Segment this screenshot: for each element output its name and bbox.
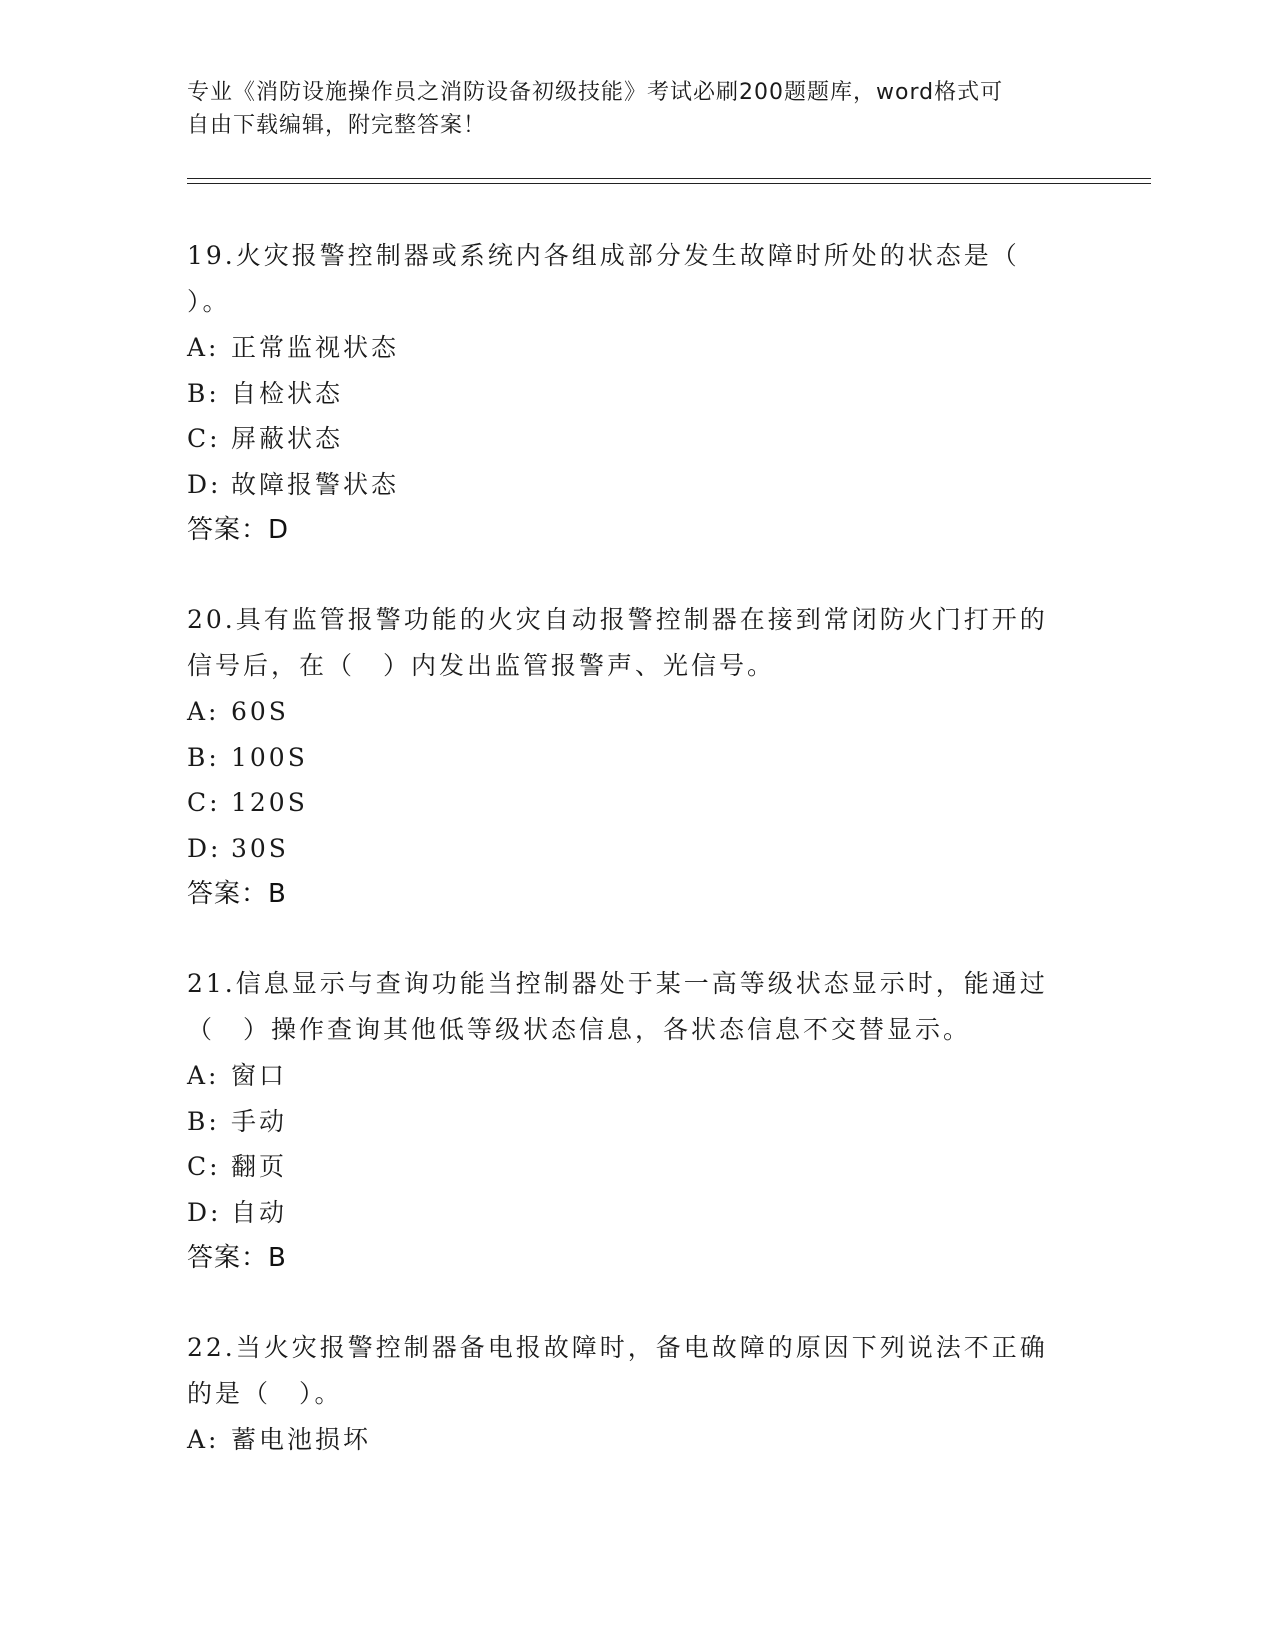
option-text: 自检状态	[231, 378, 344, 408]
option-b	[187, 735, 1087, 781]
header-line-2: 自由下载编辑，附完整答案！	[187, 113, 487, 138]
option-text: 正常监视状态	[231, 333, 400, 362]
question-stem-line-1: 21.信息显示与查询功能当控制器处于某一高等级状态显示时，能通过	[187, 969, 1048, 998]
question-21	[187, 961, 1087, 1281]
option-text: 故障报警状态	[231, 469, 400, 499]
option-text: 30S	[231, 833, 289, 863]
answer: 答案：B	[187, 1243, 287, 1273]
option-key: D:	[187, 1197, 222, 1227]
option-key: A:	[187, 697, 220, 726]
option-text: 屏蔽状态	[231, 424, 344, 453]
header-line-1: 专业《消防设施操作员之消防设备初级技能》考试必刷200题题库，word格式可	[187, 80, 1004, 105]
option-d	[187, 1190, 1087, 1236]
option-c	[187, 780, 1087, 826]
question-stem-line-1: 22.当火灾报警控制器备电报故障时，备电故障的原因下列说法不正确	[187, 1333, 1048, 1362]
question-stem-line-1: 19.火灾报警控制器或系统内各组成部分发生故障时所处的状态是（	[187, 241, 1020, 270]
question-19	[187, 233, 1087, 553]
header-divider-bottom	[187, 183, 1151, 184]
question-stem-line-2: 信号后，在（ ）内发出监管报警声、光信号。	[187, 651, 776, 680]
option-c	[187, 1144, 1087, 1190]
answer: 答案：D	[187, 515, 290, 545]
option-key: B:	[187, 1106, 220, 1136]
option-key: B:	[187, 742, 220, 772]
option-a	[187, 325, 1087, 371]
option-text: 100S	[231, 742, 308, 772]
option-key: C:	[187, 788, 221, 817]
option-a	[187, 1053, 1087, 1099]
option-text: 窗口	[231, 1061, 288, 1090]
option-b	[187, 1099, 1087, 1145]
option-text: 60S	[231, 697, 289, 726]
option-text: 自动	[231, 1197, 288, 1227]
option-key: B:	[187, 378, 220, 408]
option-d	[187, 462, 1087, 508]
option-key: A:	[187, 1061, 220, 1090]
option-key: A:	[187, 1425, 220, 1454]
option-a	[187, 689, 1087, 735]
option-key: D:	[187, 469, 222, 499]
answer: 答案：B	[187, 879, 287, 909]
option-a	[187, 1417, 1087, 1463]
question-20	[187, 597, 1087, 917]
option-text: 120S	[231, 788, 308, 817]
question-stem-line-2: （ ）操作查询其他低等级状态信息，各状态信息不交替显示。	[187, 1015, 972, 1044]
option-b	[187, 371, 1087, 417]
option-text: 蓄电池损坏	[231, 1425, 372, 1454]
option-c	[187, 416, 1087, 462]
header-divider-top	[187, 178, 1151, 179]
option-key: C:	[187, 1152, 221, 1181]
question-stem-line-1: 20.具有监管报警功能的火灾自动报警控制器在接到常闭防火门打开的	[187, 605, 1048, 634]
question-stem-line-2: 的是（ ）。	[187, 1379, 343, 1408]
option-key: C:	[187, 424, 221, 453]
option-text: 翻页	[231, 1152, 288, 1181]
option-key: A:	[187, 333, 220, 362]
question-22	[187, 1325, 1087, 1463]
option-key: D:	[187, 833, 222, 863]
document-header	[187, 76, 1067, 142]
question-stem-line-2: ）。	[187, 287, 231, 316]
option-d	[187, 826, 1087, 872]
option-text: 手动	[231, 1106, 288, 1136]
